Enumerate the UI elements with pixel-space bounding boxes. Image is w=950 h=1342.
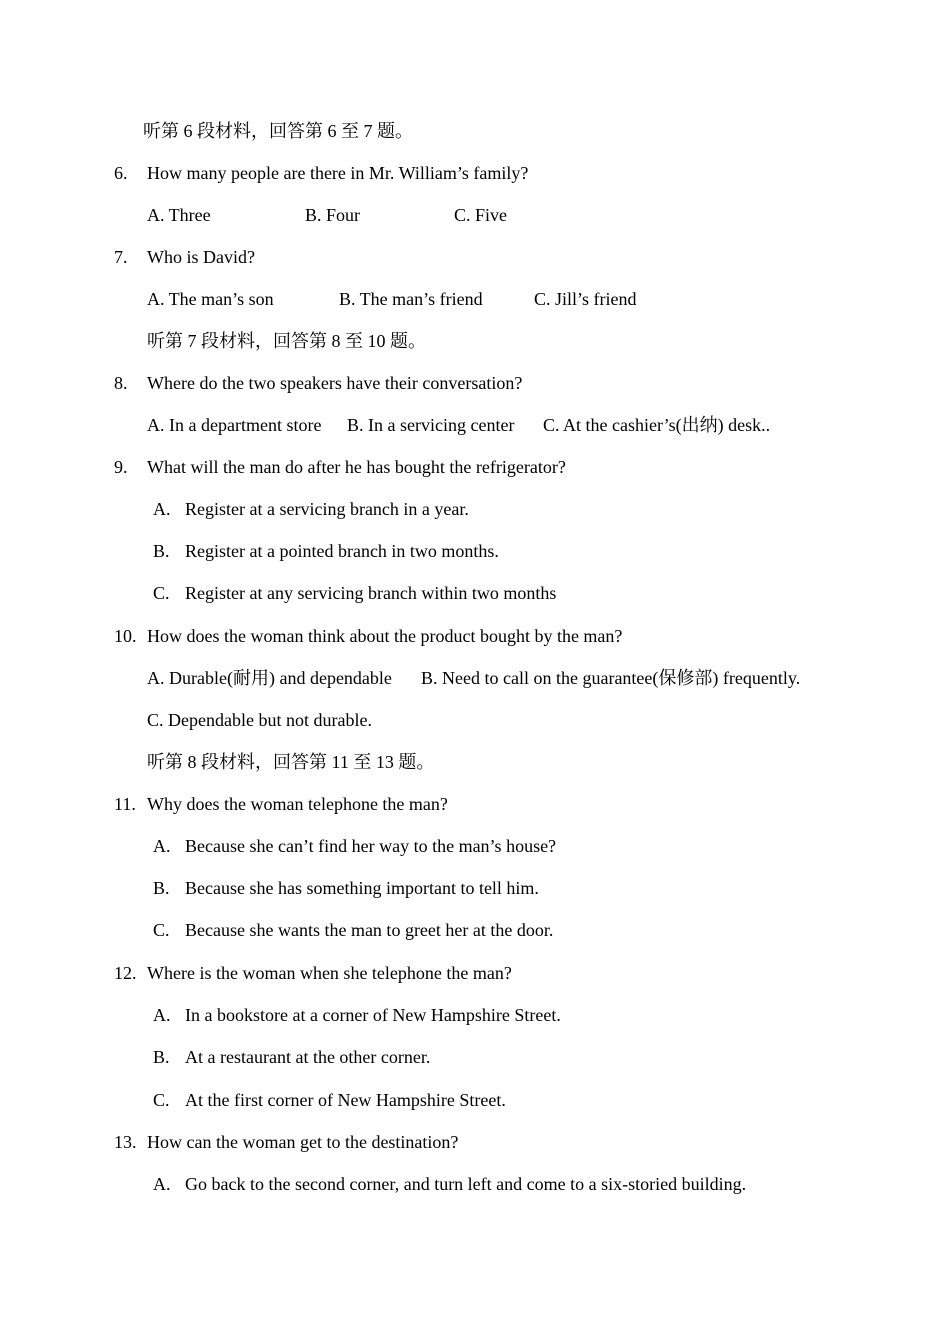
option-text: Because she can’t find her way to the man’s house? xyxy=(185,836,557,856)
option-letter: C. xyxy=(153,920,170,940)
question-text: How can the woman get to the destination? xyxy=(147,1132,459,1152)
question-text: How does the woman think about the product bought by the man? xyxy=(147,626,623,646)
option-text: Go back to the second corner, and turn left and come to a six-storied building. xyxy=(185,1174,747,1194)
option-a: A. Durable(耐用) and dependable xyxy=(147,668,392,688)
option-letter: B. xyxy=(153,1047,170,1067)
question-number: 13. xyxy=(114,1132,137,1152)
option-text: Register at a pointed branch in two months. xyxy=(185,541,499,561)
option-c: C. Dependable but not durable. xyxy=(147,710,372,730)
option-text: At the first corner of New Hampshire Street. xyxy=(185,1090,506,1110)
section-header: 听第 7 段材料，回答第 8 至 10 题。 xyxy=(147,331,426,351)
question-number: 6. xyxy=(114,163,128,183)
option-letter: A. xyxy=(153,1174,171,1194)
question-text: What will the man do after he has bought the refrigerator? xyxy=(147,457,566,477)
question-text: Where do the two speakers have their conversation? xyxy=(147,373,523,393)
question-number: 9. xyxy=(114,457,128,477)
question-number: 10. xyxy=(114,626,137,646)
question-number: 7. xyxy=(114,247,128,267)
question-text: How many people are there in Mr. William’s family? xyxy=(147,163,529,183)
option-a: A. Three xyxy=(147,205,211,225)
option-letter: A. xyxy=(153,1005,171,1025)
option-text: Register at any servicing branch within two months xyxy=(185,583,557,603)
option-letter: B. xyxy=(153,878,170,898)
section-header: 听第 8 段材料，回答第 11 至 13 题。 xyxy=(147,752,435,772)
option-c: C. At the cashier’s(出纳) desk.. xyxy=(543,415,771,435)
option-c: C. Five xyxy=(454,205,508,225)
option-b: B. The man’s friend xyxy=(339,289,483,309)
question-number: 8. xyxy=(114,373,128,393)
option-text: Register at a servicing branch in a year. xyxy=(185,499,469,519)
option-b: B. Four xyxy=(305,205,361,225)
option-letter: C. xyxy=(153,1090,170,1110)
option-text: Because she has something important to tell him. xyxy=(185,878,539,898)
option-letter: A. xyxy=(153,499,171,519)
option-b: B. Need to call on the guarantee(保修部) frequently. xyxy=(421,668,801,688)
question-number: 11. xyxy=(114,794,136,814)
option-letter: A. xyxy=(153,836,171,856)
question-number: 12. xyxy=(114,963,137,983)
option-c: C. Jill’s friend xyxy=(534,289,637,309)
option-text: In a bookstore at a corner of New Hampshire Street. xyxy=(185,1005,561,1025)
section-header: 听第 6 段材料，回答第 6 至 7 题。 xyxy=(143,121,413,141)
option-letter: C. xyxy=(153,583,170,603)
option-a: A. The man’s son xyxy=(147,289,274,309)
option-a: A. In a department store xyxy=(147,415,322,435)
question-text: Who is David? xyxy=(147,247,255,267)
option-text: At a restaurant at the other corner. xyxy=(185,1047,431,1067)
option-b: B. In a servicing center xyxy=(347,415,515,435)
question-text: Where is the woman when she telephone the man? xyxy=(147,963,512,983)
option-letter: B. xyxy=(153,541,170,561)
option-text: Because she wants the man to greet her at the door. xyxy=(185,920,554,940)
question-text: Why does the woman telephone the man? xyxy=(147,794,448,814)
